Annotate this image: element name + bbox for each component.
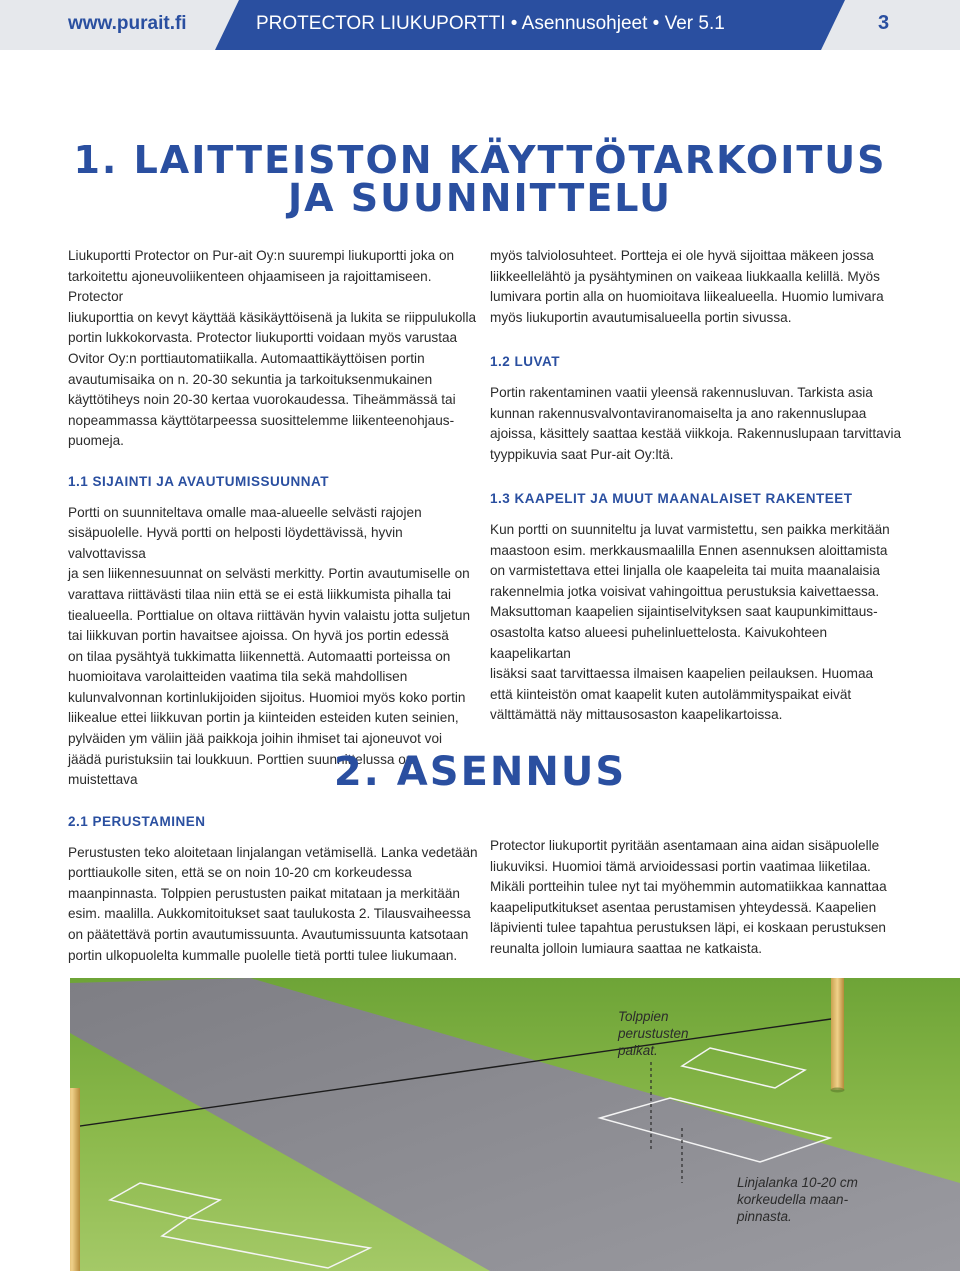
section2-title: 2. ASENNUS (333, 749, 627, 795)
text-line: maanpinnasta. Tolppien perustusten paikat mitataan ja merkitään (68, 885, 460, 901)
text-line: Protector liukuportit pyritään asentamaan aina aidan sisäpuolelle (490, 838, 880, 853)
label-line: pinnasta. (737, 1209, 792, 1224)
text-line: maastoon esim. merkkausmaalilla Ennen asennuksen aloittamista (490, 542, 888, 558)
text-line: tarkoitettu ajoneuvoliikenteen ohjaamiseen ja rajoittamiseen. Protector (68, 268, 432, 305)
text-line: esim. maalilla. Aukkomitoitukset saat taulukosta 2. Tilausvaiheessa (68, 906, 471, 922)
label-post-foundations (618, 1008, 689, 1059)
text-line: nopeammassa käyttötarpeessa suosittelemme liikenteenohjaus- (68, 412, 455, 428)
text-line: ja sen liikennesuunnat on selvästi merkitty. Portin avautumiselle on (68, 566, 470, 582)
header-wedge-left (215, 0, 239, 50)
text-line: pylväiden ym väliin jää paikkoja joihin ihmiset tai ajoneuvot voi (68, 731, 443, 747)
illustration-svg (70, 978, 960, 1271)
text-line: reunalta jolloin lumiaura saattaa ne katkaista. (490, 940, 763, 956)
text-line: Ovitor Oy:n porttiautomatiikalla. Automaattikäyttöisen portin (68, 350, 425, 366)
permits-paragraph (490, 383, 910, 465)
location-paragraph (68, 503, 478, 791)
section1-title-line1: 1. LAITTEISTON KÄYTTÖTARKOITUS (73, 138, 887, 182)
text-line: portin lukkokorvasta. Protector liukuportti voidaan myös varustaa (68, 330, 458, 346)
text-line: jäädä puristuksiin tai loukkuun. Porttien suunnittelussa on muistettava (68, 751, 414, 788)
text-line: puomeja. (68, 433, 124, 449)
text-line: tai liikkuvan portin havaitsee ajoissa. On hyvä jos portin edessä (68, 628, 449, 644)
document-title: PROTECTOR LIUKUPORTTI • Asennusohjeet • Ver 5.1 (256, 13, 725, 34)
text-line: välttämättä näy mittausosaston kaapelikartoissa. (490, 707, 783, 723)
subheading-1-1: 1.1 SIJAINTI JA AVAUTUMISSUUNNAT (68, 473, 330, 489)
text-line: kulunvalvonnan kortinlukijoiden sijoitus. Huomioi myös koko portin (68, 689, 466, 705)
site-link[interactable]: www.purait.fi (68, 13, 187, 34)
winter-paragraph (490, 246, 910, 328)
text-line: Portti on suunniteltava omalle maa-alueelle selvästi rajojen (68, 504, 422, 520)
text-line: on varmistettava ettei linjalla ole kaapeleita tai muita maanalaisia (490, 563, 880, 579)
text-line: portin ulkopuolelta kummalle puolelle tietä portti tulee liukumaan. (68, 947, 458, 963)
text-line: käyttötiheys noin 20-30 kertaa vuorokaudessa. Tiheämmässä tai (68, 392, 456, 408)
subheading-1-3: 1.3 KAAPELIT JA MUUT MAANALAISET RAKENTEET (490, 491, 853, 507)
text-line: osastolta katso alueesi puhelinluettelosta. Kaivukohteen kaapelikartan (490, 624, 828, 661)
header-wedge-right (821, 0, 845, 50)
text-line: huomioitava varolaitteiden vaatima tila sekä mahdollisen (68, 669, 408, 685)
foundation-illustration (70, 978, 960, 1271)
post-right (831, 978, 844, 1090)
text-line: avautumisaika on n. 20-30 sekuntia ja tarkoituksenmukainen (68, 371, 433, 387)
page-header (0, 0, 960, 50)
text-line: sisäpuolelle. Hyvä portti on helposti löydettävissä, hyvin valvottavissa (68, 525, 403, 561)
text-line: liukuviksi. Huomioi tämä arvioidessasi portin vaatimaa liiketilaa. (490, 858, 871, 874)
section1-left-column (68, 246, 478, 791)
text-line: on päätettävä portin avautumissuunta. Avautumissuunta katsotaan (68, 926, 469, 942)
text-line: kaapeliputkitukset asentaa perustamisen yhteydessä. Kaapelien (490, 899, 877, 915)
text-line: liikealue ettei liikkuvan portin ja kiinteiden esteiden kuten seinien, (68, 710, 459, 726)
text-line: liukuporttia on kevyt käyttää käsikäyttöisenä ja lukita se riippulukolla (68, 309, 477, 325)
text-line: Kun portti on suunniteltu ja luvat varmistettu, sen paikka merkitään (490, 521, 890, 537)
label-line: Linjalanka 10-20 cm (737, 1175, 858, 1190)
text-line: on tilaa pysähtyä tukkimatta liikennettä. Automaatti porteissa on (68, 648, 451, 664)
page-number: 3 (878, 12, 890, 34)
section1-right-column (490, 246, 910, 726)
text-line: rakennelmia jotka voisivat vahingoittua perustuksia kaivettaessa. (490, 583, 880, 599)
foundation-paragraph (68, 843, 478, 967)
text-line: läpivienti tulee tapahtua perustuksen läpi, ei koskaan perustuksen (490, 920, 886, 936)
text-line: kunnan rakennusvalvontaviranomaiselta ja ano rakennuslupaa (490, 405, 867, 421)
text-line: tyyppikuvia saat Pur-ait Oy:ltä. (490, 446, 674, 462)
text-line: tiealueella. Porttialue on oltava riittävän hyvin valaistu jotta suljetun (68, 607, 471, 623)
text-line: myös liukuportin avautumisalueella portin sivussa. (490, 309, 792, 325)
text-line: Portin rakentaminen vaatii yleensä rakennusluvan. Tarkista asia (490, 384, 873, 400)
section1-title-line2: JA SUUNNITTELU (288, 176, 672, 220)
text-line: myös talviolosuhteet. Portteja ei ole hyvä sijoittaa mäkeen jossa (490, 248, 874, 263)
label-line: korkeudella maan- (737, 1192, 849, 1207)
subheading-1-2: 1.2 LUVAT (490, 354, 561, 370)
text-line: että kiinteistön omat kaapelit kuten autolämmityspaikat eivät (490, 686, 852, 702)
text-line: Maksuttoman kaapelien sijaintiselvityksen saat kaupunkimittaus- (490, 604, 878, 620)
intro-paragraph (68, 246, 478, 452)
installation-paragraph (490, 836, 910, 960)
label-line: perustusten (618, 1026, 689, 1041)
text-line: Perustusten teko aloitetaan linjalangan vetämisellä. Lanka vedetään (68, 844, 478, 860)
label-line: paikat. (618, 1043, 658, 1058)
subheading-2-1: 2.1 PERUSTAMINEN (68, 814, 206, 829)
text-line: lisäksi saat tarvittaessa ilmaisen kaapelien peilauksen. Huomaa (490, 666, 874, 682)
text-line: ajoissa, käsittely saattaa kestää viikkoja. Rakennuslupaan tarvittavia (490, 426, 902, 442)
cables-paragraph (490, 520, 910, 726)
text-line: porttiaukolle siten, että se on noin 10-20 cm korkeudessa (68, 865, 412, 881)
text-line: Mikäli portteihin tulee nyt tai myöhemmin automatiikkaa kannattaa (490, 879, 887, 895)
header-right-band (845, 0, 960, 50)
text-line: varattava riittävästi tilaa niin että se ei estä liikkumista pihalla tai (68, 586, 452, 602)
label-line: Tolppien (618, 1009, 669, 1024)
text-line: lumivara portin alla on huomioitava liikealueella. Huomio lumivara (490, 289, 884, 305)
text-line: liikkeellelähtö ja pysähtyminen on vaikeaa liukkaalla kelillä. Myös (490, 268, 880, 284)
label-line-string (737, 1174, 858, 1225)
section2-right-column (490, 836, 910, 960)
post-left (70, 1088, 80, 1271)
section2-left-column (68, 812, 478, 966)
text-line: Liukuportti Protector on Pur-ait Oy:n suurempi liukuportti joka on (68, 248, 455, 263)
